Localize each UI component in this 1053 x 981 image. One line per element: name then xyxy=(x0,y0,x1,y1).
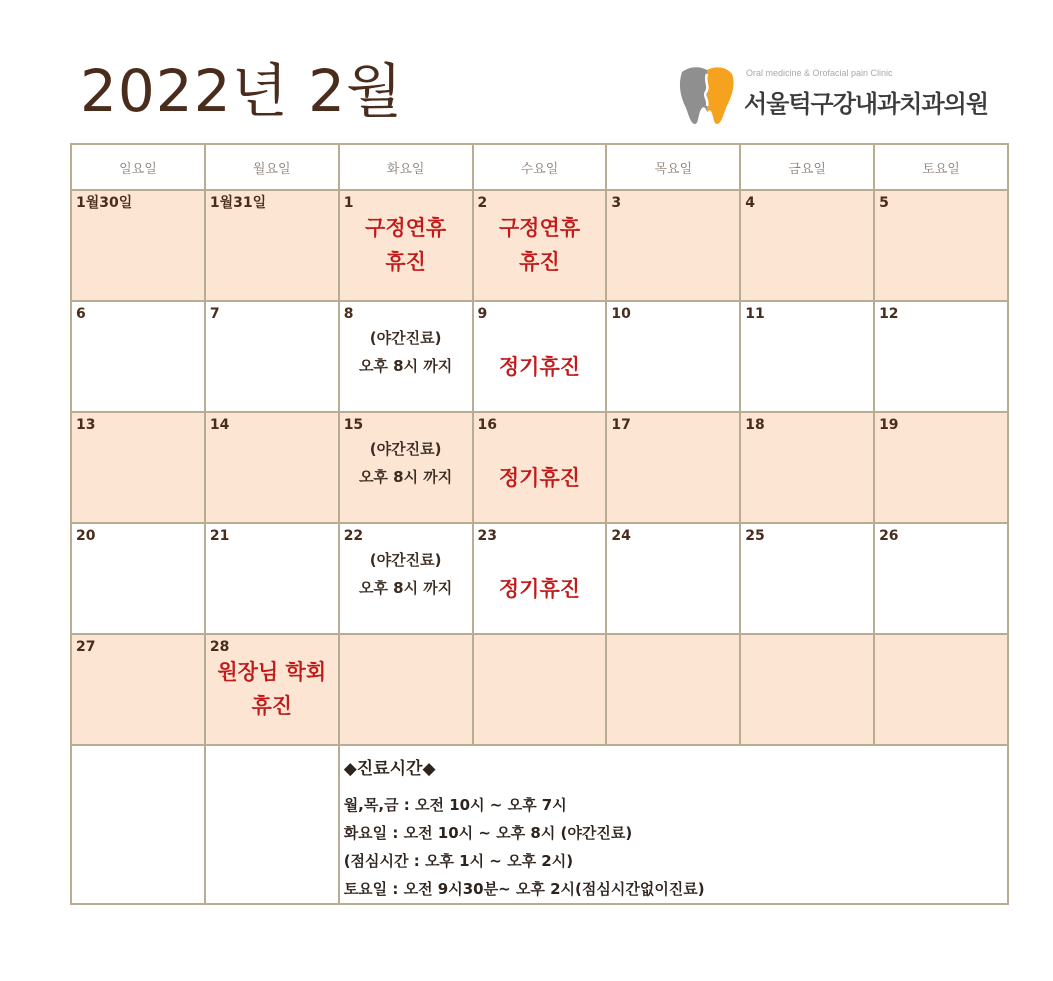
weekday-tuesday: 화요일 xyxy=(339,144,473,190)
day-number: 19 xyxy=(879,417,899,433)
day-number: 7 xyxy=(209,306,220,322)
conference-closure-label: 휴진 xyxy=(251,694,293,718)
holiday-label: 구정연휴 xyxy=(498,216,581,240)
weekday-saturday: 토요일 xyxy=(874,144,1008,190)
day-number: 6 xyxy=(76,306,86,322)
day-cell xyxy=(71,523,205,634)
week-row xyxy=(71,634,1008,745)
day-cell xyxy=(205,412,339,523)
day-number: 8 xyxy=(343,306,354,322)
regular-closure-label: 정기휴진 xyxy=(498,466,581,490)
logo-subtitle: Oral medicine & Orofacial pain Clinic xyxy=(746,68,893,78)
day-cell xyxy=(874,523,1008,634)
day-number: 20 xyxy=(76,528,96,544)
day-cell xyxy=(473,523,607,634)
night-clinic-hours: 오후 8시 까지 xyxy=(358,579,453,597)
holiday-label: 휴진 xyxy=(519,250,560,274)
day-number: 2 xyxy=(477,195,488,211)
day-cell xyxy=(874,634,1008,745)
day-cell xyxy=(205,523,339,634)
day-number: 17 xyxy=(611,417,631,433)
day-cell xyxy=(473,412,607,523)
empty-cell xyxy=(205,745,339,904)
day-cell xyxy=(205,301,339,412)
day-cell xyxy=(606,190,740,301)
day-cell xyxy=(473,190,607,301)
day-number: 9 xyxy=(477,306,488,322)
clinic-logo xyxy=(676,62,1006,128)
day-number: 23 xyxy=(477,528,498,544)
day-cell xyxy=(740,190,874,301)
regular-closure-label: 정기휴진 xyxy=(498,355,581,379)
night-clinic-note: (야간진료) xyxy=(369,551,442,569)
day-cell xyxy=(339,190,473,301)
day-number: 1월30일 xyxy=(76,195,133,211)
clinic-name: 서울턱구강내과치과의원 xyxy=(744,90,989,118)
day-cell xyxy=(339,523,473,634)
day-cell xyxy=(71,412,205,523)
day-number: 14 xyxy=(209,417,230,433)
weekday-sunday: 일요일 xyxy=(71,144,205,190)
weekday-wednesday: 수요일 xyxy=(473,144,607,190)
day-cell xyxy=(874,190,1008,301)
regular-closure-label: 정기휴진 xyxy=(498,577,581,601)
clinic-hours-title: ◆진료시간◆ xyxy=(343,759,436,779)
empty-cell xyxy=(71,745,205,904)
day-cell xyxy=(339,412,473,523)
day-cell xyxy=(339,634,473,745)
week-row xyxy=(71,190,1008,301)
day-cell xyxy=(740,634,874,745)
holiday-label: 휴진 xyxy=(385,250,426,274)
day-number: 16 xyxy=(477,417,498,433)
day-cell xyxy=(473,301,607,412)
hours-line: 월,목,금 : 오전 10시 ~ 오후 7시 xyxy=(343,796,567,814)
day-number: 28 xyxy=(209,639,230,655)
day-number: 13 xyxy=(76,417,96,433)
week-row xyxy=(71,301,1008,412)
hours-line: (점심시간 : 오후 1시 ~ 오후 2시) xyxy=(343,852,574,870)
calendar-table xyxy=(70,143,1009,905)
day-cell xyxy=(606,412,740,523)
day-cell xyxy=(874,301,1008,412)
day-cell xyxy=(874,412,1008,523)
day-number: 3 xyxy=(611,195,622,211)
day-number: 18 xyxy=(745,417,765,433)
day-cell xyxy=(740,301,874,412)
day-cell xyxy=(339,301,473,412)
weekday-monday: 월요일 xyxy=(205,144,339,190)
day-number: 24 xyxy=(611,528,631,544)
day-cell xyxy=(606,301,740,412)
night-clinic-note: (야간진료) xyxy=(369,440,442,458)
weekday-thursday: 목요일 xyxy=(606,144,740,190)
day-cell xyxy=(71,190,205,301)
day-cell xyxy=(606,523,740,634)
weekday-header-row xyxy=(71,144,1008,190)
night-clinic-hours: 오후 8시 까지 xyxy=(358,357,453,375)
day-number: 12 xyxy=(879,306,899,322)
tooth-logo-icon xyxy=(676,64,736,126)
conference-closure-label: 원장님 학회 xyxy=(217,660,327,684)
day-number: 1 xyxy=(343,195,354,211)
day-cell xyxy=(606,634,740,745)
week-row xyxy=(71,412,1008,523)
clinic-hours-panel xyxy=(339,745,1008,904)
day-cell xyxy=(473,634,607,745)
week-row xyxy=(71,523,1008,634)
clinic-hours-row xyxy=(71,745,1008,904)
day-cell xyxy=(205,190,339,301)
day-number: 22 xyxy=(343,528,364,544)
day-number: 25 xyxy=(745,528,765,544)
hours-line: 화요일 : 오전 10시 ~ 오후 8시 (야간진료) xyxy=(343,824,633,842)
day-number: 1월31일 xyxy=(209,195,267,211)
day-number: 5 xyxy=(879,195,889,211)
night-clinic-hours: 오후 8시 까지 xyxy=(358,468,453,486)
day-number: 4 xyxy=(745,195,755,211)
weekday-friday: 금요일 xyxy=(740,144,874,190)
hours-line: 토요일 : 오전 9시30분~ 오후 2시(점심시간없이진료) xyxy=(343,880,705,898)
day-number: 11 xyxy=(745,306,765,322)
day-cell xyxy=(740,523,874,634)
day-number: 15 xyxy=(343,417,364,433)
night-clinic-note: (야간진료) xyxy=(369,329,442,347)
day-cell xyxy=(71,301,205,412)
calendar-title: 2022년 2월 xyxy=(80,57,403,125)
day-cell xyxy=(740,412,874,523)
holiday-label: 구정연휴 xyxy=(365,216,447,240)
day-number: 27 xyxy=(76,639,96,655)
day-cell xyxy=(205,634,339,745)
day-number: 26 xyxy=(879,528,899,544)
day-number: 10 xyxy=(611,306,631,322)
day-number: 21 xyxy=(209,528,230,544)
day-cell xyxy=(71,634,205,745)
